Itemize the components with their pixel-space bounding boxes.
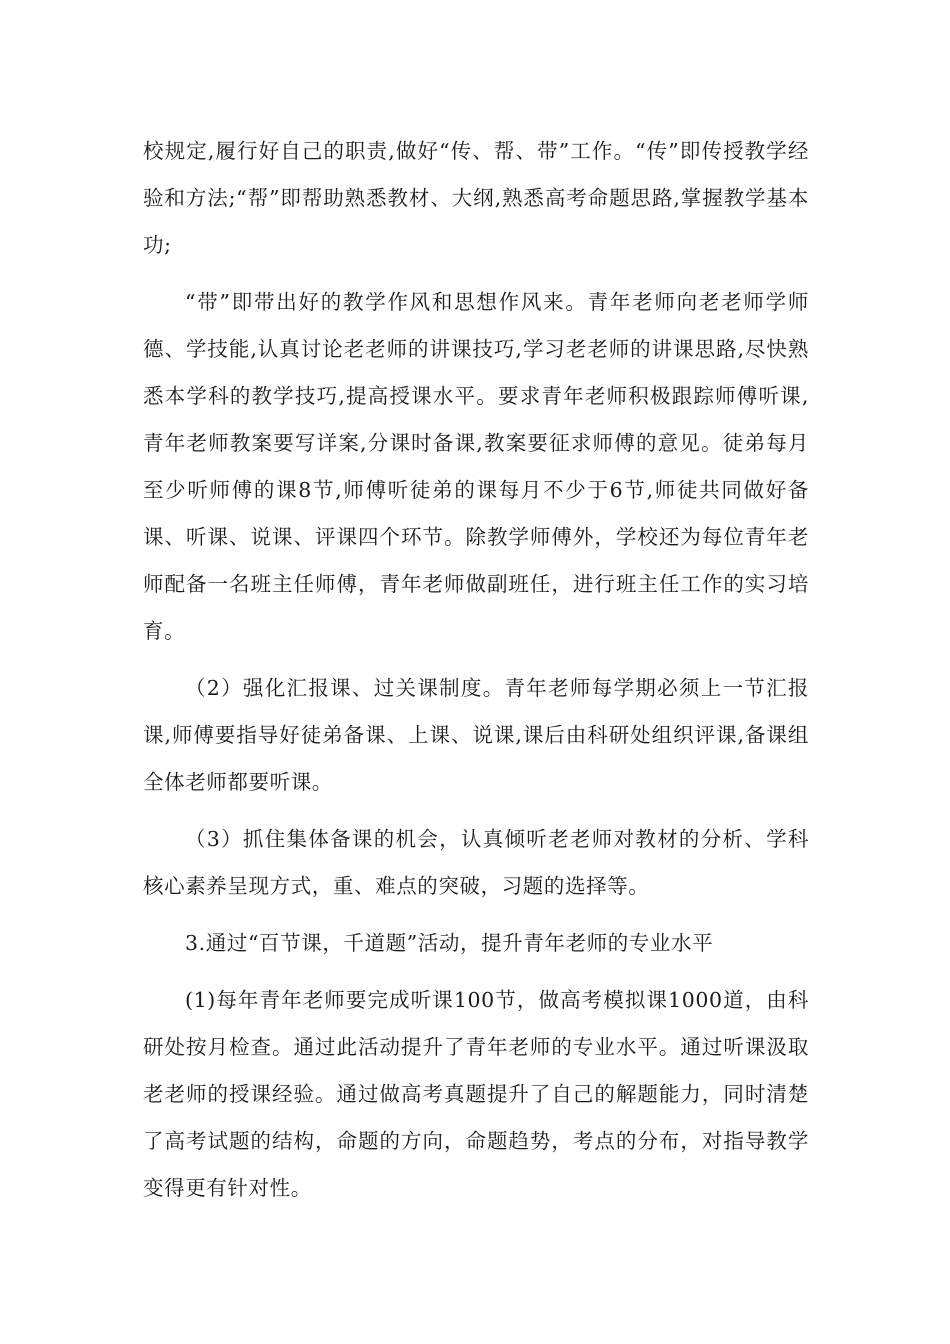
document-body [143,128,809,1222]
paragraph: (1)每年青年老师要完成听课100节，做高考模拟课1000道，由科研处按月检查。通过此活动提升了青年老师的专业水平。通过听课汲取老老师的授课经验。通过做高考真题提升了自己的解题能力，同时清楚了高考试题的结构，命题的方向，命题趋势，考点的分布，对指导教学变得更有针对性。 [143,988,809,1200]
paragraph: （2）强化汇报课、过关课制度。青年老师每学期必须上一节汇报课,师傅要指导好徒弟备课、上课、说课,课后由科研处组织评课,备课组全体老师都要听课。 [143,676,809,794]
paragraph: 校规定,履行好自己的职责,做好“传、帮、带”工作。“传”即传授教学经验和方法;“帮”即帮助熟悉教材、大纲,熟悉高考命题思路,掌握教学基本功; [143,139,809,257]
paragraph: “带”即带出好的教学作风和思想作风来。青年老师向老老师学师德、学技能,认真讨论老老师的讲课技巧,学习老老师的讲课思路,尽快熟悉本学科的教学技巧,提高授课水平。要求青年老师积极跟踪师傅听课,青年老师教案要写详案,分课时备课,教案要征求师傅的意见。徒弟每月至少听师傅的课8节,师傅听徒弟的课每月不少于6节,师徒共同做好备课、听课、说课、评课四个环节。除教学师傅外，学校还为每位青年老师配备一名班主任师傅，青年老师做副班任，进行班主任工作的实习培育。 [143,290,809,643]
section-heading: 3.通过“百节课，千道题”活动，提升青年老师的专业水平 [185,931,714,955]
paragraph: （3）抓住集体备课的机会，认真倾听老老师对教材的分析、学科核心素养呈现方式，重、难点的突破，习题的选择等。 [143,827,809,898]
